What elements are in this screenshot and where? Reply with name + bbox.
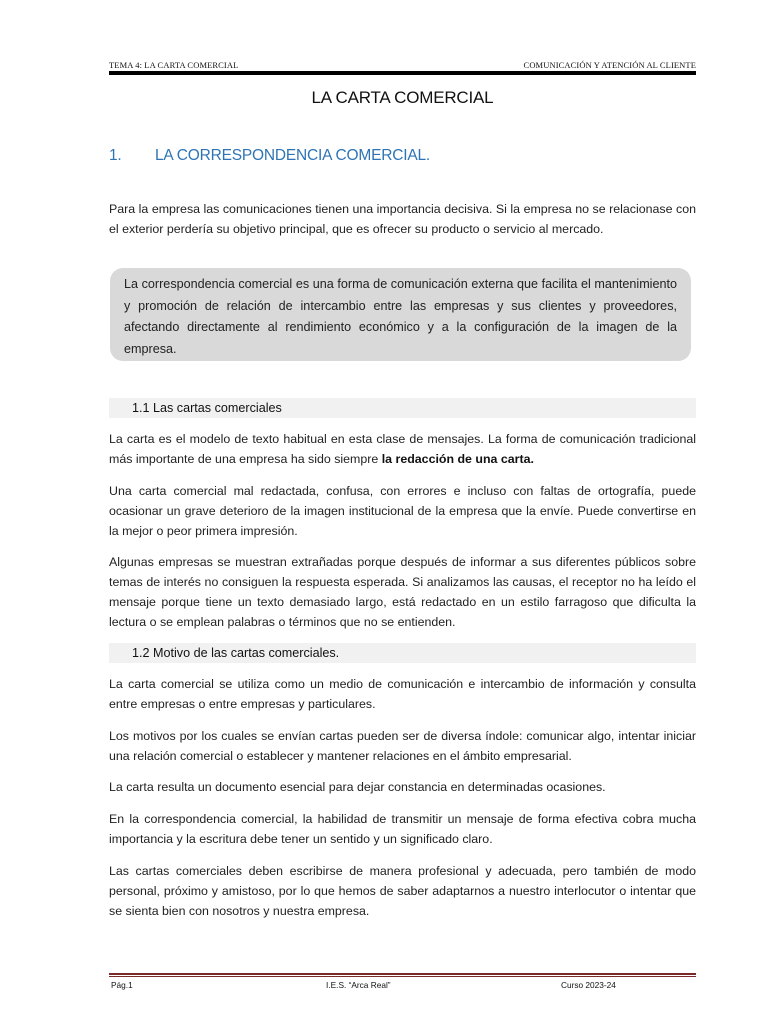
paragraph: Una carta comercial mal redactada, confusa, con errores e incluso con faltas de ortografía, puede ocasionar un grave deterioro de la imagen institucional de la empresa que la envíe. Puede convertirse en la mejor o peor primera impresión. xyxy=(109,484,696,538)
header-rule xyxy=(109,71,696,75)
paragraph: Las cartas comerciales deben escribirse de manera profesional y adecuada, pero también de modo personal, próximo y amistoso, por lo que hemos de saber adaptarnos a nuestro interlocutor o intentar que se sienta bien con nosotros y nuestra empresa. xyxy=(109,864,696,918)
paragraph: Los motivos por los cuales se envían cartas pueden ser de diversa índole: comunicar algo, intentar iniciar una relación comercial o establecer y mantener relaciones en el ámbito empresarial. xyxy=(109,729,696,763)
footer-course: Curso 2023-24 xyxy=(561,980,616,990)
intro-paragraph: Para la empresa las comunicaciones tienen una importancia decisiva. Si la empresa no se relacionase con el exterior perdería su objetivo principal, que es ofrecer su producto o servicio al mercado. xyxy=(109,202,696,236)
header-left: TEMA 4: LA CARTA COMERCIAL xyxy=(109,60,239,70)
paragraph-text: La carta es el modelo de texto habitual en esta clase de mensajes. La forma de comunicación tradicional más importante de una empresa ha sido siempre xyxy=(109,432,696,466)
paragraph: En la correspondencia comercial, la habilidad de transmitir un mensaje de forma efectiva cobra mucha importancia y la escritura debe tener un sentido y un significado claro. xyxy=(109,812,696,846)
document-title: LA CARTA COMERCIAL xyxy=(311,88,494,107)
section-heading xyxy=(109,147,430,165)
callout-text: La correspondencia comercial es una forma de comunicación externa que facilita el mantenimiento y promoción de relación de intercambio entre las empresas y sus clientes y proveedores, afectando directamente al rendimiento económico y a la configuración de la imagen de la empresa. xyxy=(124,277,677,356)
section-number: 1. xyxy=(109,147,122,164)
header-right: COMUNICACIÓN Y ATENCIÓN AL CLIENTE xyxy=(523,60,696,70)
bold-phrase: la redacción de una carta. xyxy=(381,452,534,466)
footer-rule xyxy=(109,973,696,975)
paragraph: La carta resulta un documento esencial para dejar constancia en determinadas ocasiones. xyxy=(109,780,606,794)
footer-page-number: Pág.1 xyxy=(111,980,133,990)
paragraph xyxy=(109,429,696,469)
paragraph: La carta comercial se utiliza como un medio de comunicación e intercambio de información y consulta entre empresas o entre empresas y particulares. xyxy=(109,677,696,711)
paragraph: Algunas empresas se muestran extrañadas porque después de informar a sus diferentes públicos sobre temas de interés no consiguen la respuesta esperada. Si analizamos las causas, el receptor no ha leído el mensaje porque tiene un texto demasiado largo, está redactado en un estilo farragoso que dificulta la lectura o se emplean palabras o términos que no se entienden. xyxy=(109,555,696,629)
section-title: LA CORRESPONDENCIA COMERCIAL. xyxy=(155,147,430,164)
subsection-heading-1-1: 1.1 Las cartas comerciales xyxy=(109,398,696,418)
footer-school: I.E.S. “Arca Real” xyxy=(326,980,391,990)
subsection-heading-1-2: 1.2 Motivo de las cartas comerciales. xyxy=(109,643,696,663)
footer-rule-thin xyxy=(109,976,696,977)
callout-box xyxy=(110,268,691,361)
